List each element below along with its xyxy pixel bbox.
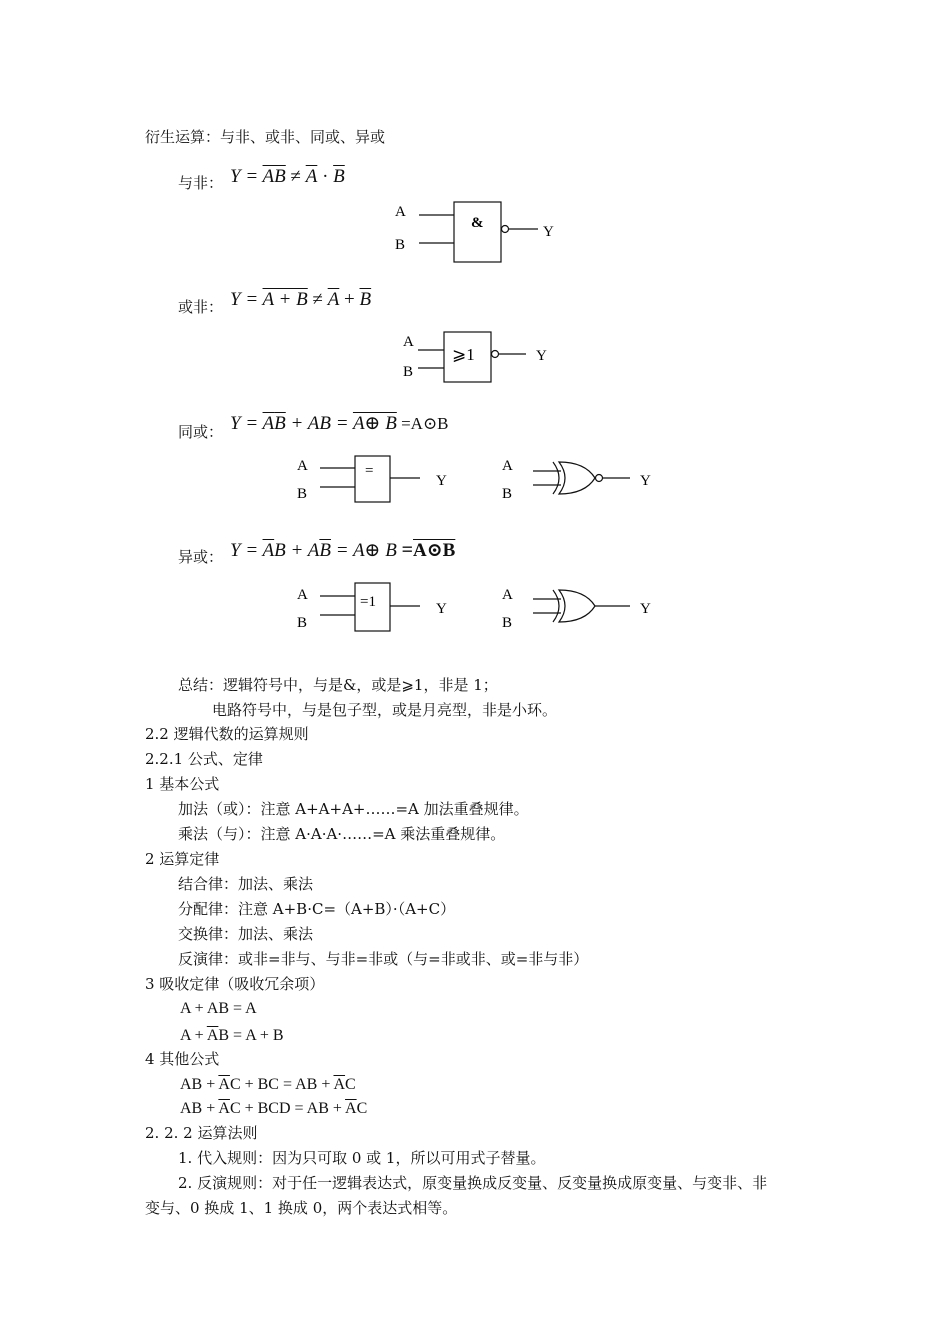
nor-gate-diagram bbox=[395, 325, 565, 385]
nand-formula-dot: · bbox=[317, 166, 334, 187]
nand-formula-ne: ≠ bbox=[285, 166, 306, 187]
xor-gate-symbol: =1 bbox=[360, 594, 376, 610]
nand-label: 与非： bbox=[178, 174, 224, 192]
nor-gate-symbol: ⩾1 bbox=[452, 345, 475, 364]
section-2-2-1-heading: 2.2.1 公式、定律 bbox=[145, 750, 263, 768]
nor-formula-overbar: A + B bbox=[262, 289, 308, 310]
absorption-f2-part-b: B = A + B bbox=[218, 1027, 284, 1044]
other-formula-2 bbox=[180, 1099, 367, 1119]
other-f1-part-a: AB + bbox=[180, 1076, 219, 1093]
xnor-circuit-output-y: Y bbox=[640, 473, 651, 489]
xor-circuit-input-a: A bbox=[502, 587, 513, 603]
xnor-input-b: B bbox=[297, 486, 308, 502]
xnor-formula-mid: + AB = bbox=[285, 413, 353, 434]
xnor-formula-tail: =A⊙B bbox=[396, 414, 449, 433]
other-f2-bar-2: $\overline{A}$ bbox=[345, 1100, 357, 1117]
absorption-formula-1: A + AB = A bbox=[180, 1000, 257, 1017]
xnor-logic-symbol bbox=[290, 450, 470, 510]
summary-line-1: 总结：逻辑符号中，与是&，或是⩾1，非是 1； bbox=[178, 676, 498, 694]
nor-input-a: A bbox=[403, 334, 414, 350]
nor-label: 或非： bbox=[178, 298, 224, 316]
xor-input-a: A bbox=[297, 587, 308, 603]
absorption-f2-part-a: A + bbox=[180, 1027, 207, 1044]
other-f2-part-b: C + BCD = AB + bbox=[229, 1100, 346, 1117]
nor-formula-plus: + bbox=[339, 289, 360, 310]
nor-formula-ne: ≠ bbox=[307, 289, 328, 310]
nand-output-y: Y bbox=[543, 224, 554, 240]
xnor-or-body bbox=[559, 462, 595, 494]
nand-formula-overbar: $\overline{AB}$ bbox=[262, 166, 286, 187]
law-demorgan: 反演律：或非=非与、与非=非或（与=非或非、或=非与非） bbox=[178, 950, 589, 968]
nand-inverter-bubble bbox=[502, 226, 509, 233]
xnor-circuit-symbol bbox=[495, 450, 665, 510]
rule-inversion-line-2: 变与、0 换成 1、1 换成 0，两个表达式相等。 bbox=[145, 1199, 458, 1217]
xnor-input-a: A bbox=[297, 458, 308, 474]
nand-gate-symbol: & bbox=[471, 215, 484, 231]
xor-output-y: Y bbox=[436, 601, 447, 617]
law-commutative: 交换律：加法、乘法 bbox=[178, 925, 314, 943]
nor-formula bbox=[230, 289, 371, 311]
nand-formula-bbar: $\overline{B}$ bbox=[333, 166, 345, 187]
absorption-f2-bar: $\overline{A}$ bbox=[206, 1027, 219, 1044]
basic-formula-mul: 乘法（与）：注意 A·A·A·……=A 乘法重叠规律。 bbox=[178, 825, 506, 843]
xor-formula bbox=[230, 539, 455, 562]
nand-gate-box bbox=[454, 202, 501, 262]
xnor-inverter-bubble bbox=[596, 475, 603, 482]
nand-formula-abar: $\overline{A}$ bbox=[305, 166, 318, 187]
law-associative: 结合律：加法、乘法 bbox=[178, 875, 314, 893]
rule-substitution: 1. 代入规则：因为只可取 0 或 1，所以可用式子替量。 bbox=[178, 1149, 546, 1167]
basic-formula-title: 1 基本公式 bbox=[145, 775, 220, 793]
xnor-gate-symbol: = bbox=[365, 463, 374, 479]
other-f2-bar: $\overline{A}$ bbox=[218, 1100, 230, 1117]
intro-line: 衍生运算：与非、或非、同或、异或 bbox=[145, 128, 386, 146]
xnor-label: 同或： bbox=[178, 423, 224, 441]
nor-formula-bbar: $\overline{B}$ bbox=[359, 289, 372, 310]
other-f2-part-c: C bbox=[356, 1100, 368, 1117]
xor-formula-abar: $\overline{A}$ bbox=[262, 540, 275, 561]
nor-formula-abar: $\overline{A}$ bbox=[327, 289, 340, 310]
laws-title: 2 运算定律 bbox=[145, 850, 220, 868]
nor-output-y: Y bbox=[536, 348, 547, 364]
absorption-formula-2 bbox=[180, 1026, 284, 1046]
nand-input-a: A bbox=[395, 204, 406, 220]
xor-input-b: B bbox=[297, 615, 308, 631]
law-distributive: 分配律：注意 A+B·C=（A+B）·（A+C） bbox=[178, 900, 456, 918]
xor-formula-prefix: Y = bbox=[230, 540, 263, 561]
section-2-2-heading: 2.2 逻辑代数的运算规则 bbox=[145, 725, 309, 743]
nor-inverter-bubble bbox=[492, 351, 499, 358]
xnor-formula-abar: $\overline{A}$ bbox=[262, 413, 275, 434]
other-f2-part-a: AB + bbox=[180, 1100, 219, 1117]
xnor-formula bbox=[230, 413, 449, 435]
other-formulas-title: 4 其他公式 bbox=[145, 1050, 220, 1068]
other-f1-bar: $\overline{A}$ bbox=[218, 1076, 230, 1093]
xnor-formula-prefix: Y = bbox=[230, 413, 263, 434]
nand-input-b: B bbox=[395, 237, 406, 253]
xnor-output-y: Y bbox=[436, 473, 447, 489]
xor-circuit-output-y: Y bbox=[640, 601, 651, 617]
nor-input-b: B bbox=[403, 364, 414, 380]
other-formula-1 bbox=[180, 1075, 356, 1095]
xnor-formula-overbar: A⊕ B bbox=[352, 413, 397, 434]
xor-formula-bbar: $\overline{B}$ bbox=[319, 540, 331, 561]
xor-formula-overbar: A⊙B bbox=[413, 540, 456, 561]
nor-formula-prefix: Y = bbox=[230, 289, 263, 310]
other-f1-part-c: C bbox=[345, 1076, 356, 1093]
basic-formula-add: 加法（或）：注意 A+A+A+……=A 加法重叠规律。 bbox=[178, 800, 529, 818]
nand-formula bbox=[230, 166, 345, 188]
section-2-2-2-heading: 2. 2. 2 运算法则 bbox=[145, 1124, 258, 1142]
other-f1-part-b: C + BC = AB + bbox=[229, 1076, 334, 1093]
xor-formula-mid1: B + A bbox=[274, 540, 320, 561]
xor-or-body bbox=[559, 590, 595, 622]
xnor-circuit-input-b: B bbox=[502, 486, 513, 502]
nand-gate-diagram bbox=[385, 195, 565, 270]
rule-inversion-line-1: 2. 反演规则：对于任一逻辑表达式，原变量换成反变量、反变量换成原变量、与变非、非 bbox=[178, 1174, 768, 1192]
xor-formula-mid2: = A⊕ B bbox=[330, 540, 402, 561]
other-f1-bar-2: $\overline{A}$ bbox=[333, 1076, 346, 1093]
summary-line-2: 电路符号中，与是包子型，或是月亮型，非是小环。 bbox=[212, 701, 558, 719]
xor-label: 异或： bbox=[178, 548, 224, 566]
xor-logic-symbol bbox=[290, 578, 470, 638]
xor-circuit-symbol bbox=[495, 578, 665, 638]
absorption-title: 3 吸收定律（吸收冗余项） bbox=[145, 975, 325, 993]
xor-formula-eq: = bbox=[401, 539, 413, 561]
xor-circuit-input-b: B bbox=[502, 615, 513, 631]
xnor-circuit-input-a: A bbox=[502, 458, 513, 474]
xnor-formula-bbar: $\overline{B}$ bbox=[274, 413, 286, 434]
nand-formula-prefix: Y = bbox=[230, 166, 263, 187]
